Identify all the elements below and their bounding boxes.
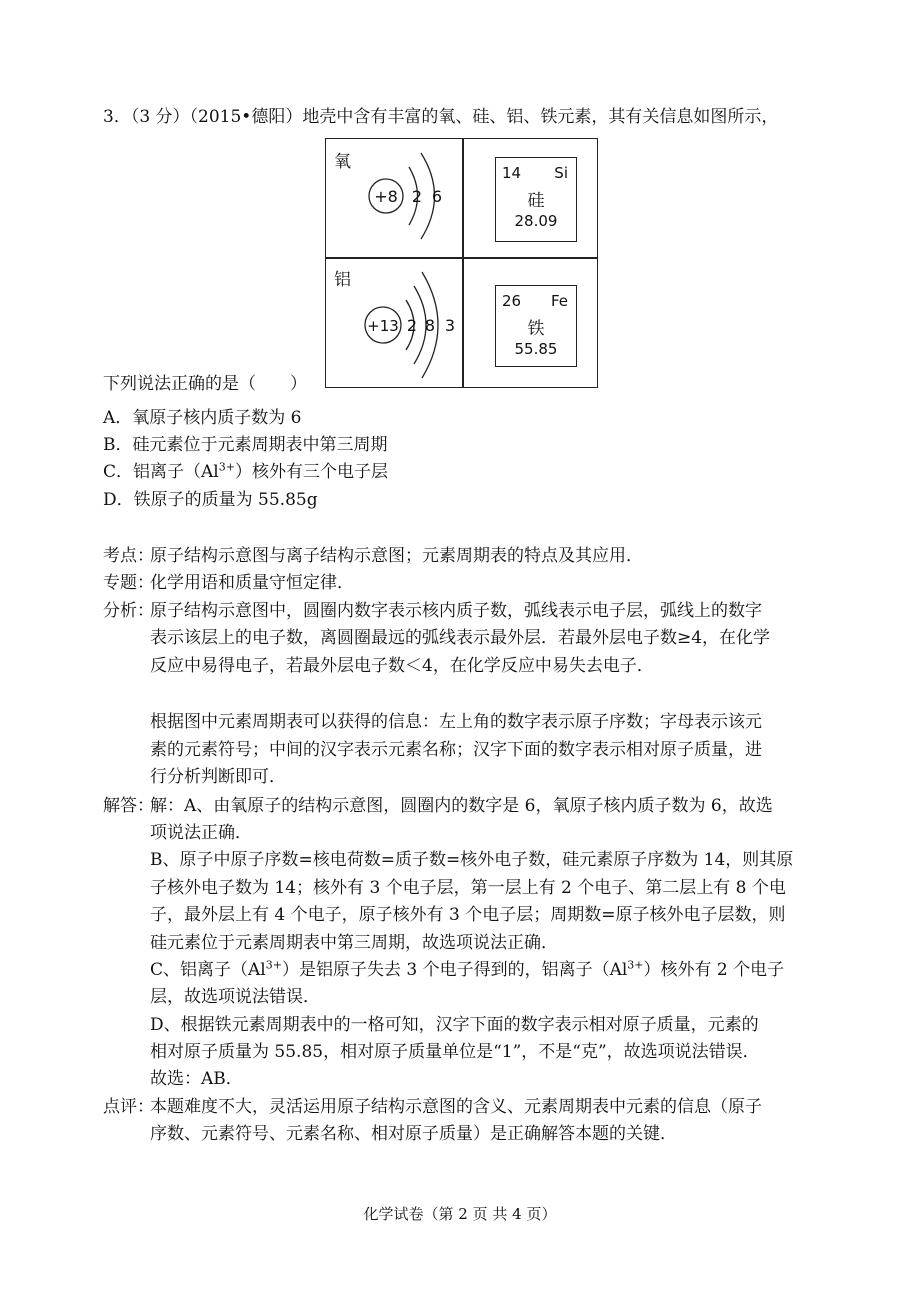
jieda-b-line-1: B、原子中原子序数=核电荷数=质子数=核外电子数，硅元素原子序数为 14，则其原 [150, 850, 794, 870]
jieda-a-line-1: 解：A、由氧原子的结构示意图，圆圈内的数字是 6，氧原子核内质子数为 6，故选 [150, 796, 773, 816]
silicon-tile [495, 157, 577, 242]
question-stem [103, 102, 778, 127]
jieda-b-line-3: 子，最外层上有 4 个电子，原子核外有 3 个电子层；周期数=原子核外电子层数，则 [150, 905, 786, 925]
oxygen-atom-diagram [326, 139, 462, 257]
dianping-label: 点评： [103, 1097, 154, 1117]
aluminum-nucleus: +13 [367, 317, 399, 335]
jieda-answer: 故选：AB． [150, 1069, 243, 1089]
zhuanti-label: 专题： [103, 573, 154, 593]
fenxi-line-6: 行分析判断即可． [150, 767, 286, 787]
kaodian-text: 原子结构示意图与离子结构示意图；元素周期表的特点及其应用． [150, 546, 643, 566]
aluminum-shell-3: 3 [444, 316, 456, 335]
aluminum-shell-1: 2 [406, 316, 418, 335]
option-c: C．铝离子$(Al^{3+})$核外有三个电子层 [103, 460, 388, 482]
aluminum-label: 铝 [334, 270, 351, 290]
dianping-line-1: 本题难度不大，灵活运用原子结构示意图的含义、元素周期表中元素的信息（原子 [150, 1097, 762, 1117]
iron-name: 铁 [527, 319, 545, 339]
silicon-name: 硅 [527, 191, 545, 211]
option-d: D．铁原子的质量为 55.85g [103, 490, 318, 510]
page-footer: 化学试卷（第 2 页 共 4 页） [363, 1205, 557, 1223]
iron-mass: 55.85 [514, 340, 558, 358]
jieda-d-line-1: D、根据铁元素周期表中的一格可知，汉字下面的数字表示相对原子质量，元素的 [150, 1015, 759, 1035]
jieda-b-line-4: 硅元素位于元素周期表中第三周期，故选项说法正确． [150, 933, 558, 953]
fenxi-line-4: 根据图中元素周期表可以获得的信息：左上角的数字表示原子序数；字母表示该元 [150, 712, 762, 732]
kaodian-label: 考点： [103, 546, 154, 566]
jieda-d-line-2: 相对原子质量为 55.85，相对原子质量单位是“1”，不是“克”，故选项说法错误． [150, 1042, 760, 1062]
oxygen-nucleus: +8 [374, 187, 398, 206]
silicon-mass: 28.09 [514, 212, 558, 230]
aluminum-atom-diagram [326, 258, 462, 388]
fenxi-line-5: 素的元素符号；中间的汉字表示元素名称；汉字下面的数字表示相对原子质量，进 [150, 740, 762, 760]
jieda-a-line-2: 项说法正确． [150, 823, 252, 843]
iron-symbol: Fe [550, 292, 568, 310]
option-a: A．氧原子核内质子数为 6 [103, 408, 302, 428]
question-number: 3． [103, 107, 131, 127]
jieda-c-line-2: 层，故选项说法错误． [150, 987, 320, 1007]
jieda-c-line-1: C、铝离子$(Al^{3+})$是铝原子失去 3 个电子得到的，铝离子$(Al^{3+})$核外有 2 个电子 [150, 958, 785, 980]
silicon-symbol: Si [554, 164, 568, 182]
jieda-b-line-2: 子核外电子数为 14；核外有 3 个电子层，第一层上有 2 个电子、第二层上有 8 个电 [150, 878, 786, 898]
iron-tile [495, 285, 577, 367]
dianping-line-2: 序数、元素符号、元素名称、相对原子质量）是正确解答本题的关键． [150, 1124, 677, 1144]
question-text: （3 分）（2015•德阳）地壳中含有丰富的氧、硅、铝、铁元素，其有关信息如图所示， [130, 107, 779, 127]
fenxi-line-1: 原子结构示意图中，圆圈内数字表示核内质子数，弧线表示电子层，弧线上的数字 [150, 601, 762, 621]
oxygen-shell-2: 6 [431, 187, 443, 206]
option-b: B．硅元素位于元素周期表中第三周期 [103, 435, 388, 455]
oxygen-label: 氧 [334, 152, 351, 172]
iron-number: 26 [502, 292, 522, 310]
element-figure [325, 138, 598, 388]
aluminum-shell-2: 8 [424, 316, 436, 335]
fenxi-label: 分析： [103, 601, 154, 621]
fenxi-line-3: 反应中易得电子，若最外层电子数＜4，在化学反应中易失去电子． [150, 656, 654, 676]
zhuanti-text: 化学用语和质量守恒定律． [150, 573, 354, 593]
question-prompt: 下列说法正确的是（ ） [103, 374, 307, 394]
jieda-label: 解答： [103, 796, 154, 816]
oxygen-shell-1: 2 [411, 187, 423, 206]
silicon-number: 14 [502, 164, 522, 182]
fenxi-line-2: 表示该层上的电子数，离圆圈最远的弧线表示最外层．若最外层电子数≥4，在化学 [150, 628, 771, 648]
